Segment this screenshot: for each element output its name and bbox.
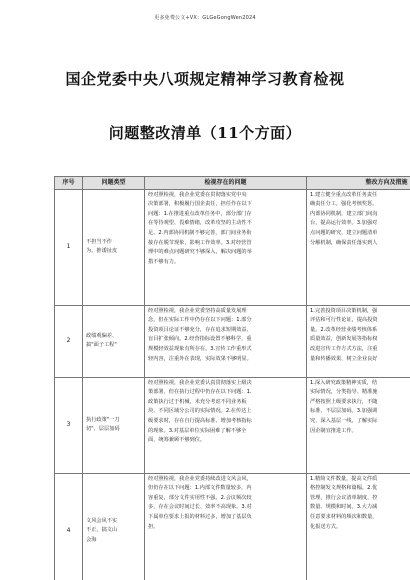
issue-type <box>83 377 145 473</box>
table-row <box>55 305 410 377</box>
issue-type-text: 不担当不作 为、推诿扯皮 <box>86 238 118 255</box>
rectification-text: 1.精简文件数量，提高文件质 格控制发文规格和篇幅。2.优 管理，推行会议清单制度，控 数量、规模和时间。3.大力减 任意要求材料的频次和数量， 化报送方式。 <box>310 475 378 530</box>
table-row <box>55 473 410 580</box>
row-number: 1 <box>55 189 83 305</box>
header-no: 序号 <box>55 177 83 190</box>
row-number: 4 <box>55 473 83 580</box>
row-number: 2 <box>55 305 83 377</box>
issue-description <box>145 189 307 305</box>
issue-type <box>83 473 145 580</box>
rectification-measures <box>307 189 410 305</box>
issue-description-text: 经对照检视，我企业党委在贯彻落实党中央 决策部署，积极履行国企责任，担任作在以下 问题：1.在推进重点改革任务中，部分部门存 在等待观望、畏难情绪，改革攻坚的主动性不 足。2.内部协同机制不够完善，部门间业务衔 接存在脱节现象，影响工作效率。3.对经营管 理中的难点问题研究不够深入，解决问题的举 措不够有力。 <box>148 191 252 265</box>
rectification-text: 1.完善投资项目决策机制，强 评估和可行性论证，提高投资 量。2.改革经营业绩考核体系 质量效益，创新发展等指标权 改进宣传工作方式方法，注重 量和传播效果，树立企业良好 <box>310 307 378 362</box>
issue-table <box>54 176 410 580</box>
header-fix: 整改方向及措施 <box>307 177 410 190</box>
table-header-row <box>55 177 410 190</box>
issue-description-text: 经对照检视，我企业党委认真贯彻落实上级决 策部署，但在执行过程中仍存在以下问题：1. 政策执行过于机械，未充分考虑不同业务板 块、不同区域分公司的实际情况。2.在传达上 级要求时，存在自行提高标准、增加考核指标 的现象。3.对基层单位实际困难了解不够全 面，统筹兼顾不够到位。 <box>148 379 252 444</box>
table-row <box>55 377 410 473</box>
header-note: 更多免费公文+VX：GLGeGongWen2024 <box>154 15 256 21</box>
rectification-text: 1.深入研究政策精神实质，结 实际情况，分类指导、精准施 严格按照上级要求执行，不随 标准、不层层加码。3.加强调 究，深入基层一线，了解实际 因企制宜推进工作。 <box>310 379 378 434</box>
issue-type <box>83 189 145 305</box>
issue-type-text: 文风会风不实 不正，搞文山 会海 <box>86 517 118 543</box>
rectification-text: 1.建立健全重点改革任务责任 确责任分工，强化考核奖惩。 内部协同机制，建立部门间沟 台，提高运行效率。3.加强对 点问题的研究，建立问题清单 分解机制，确保责任落实到人 <box>310 191 378 246</box>
issue-type-text: 执行政策"一刀 切"、层层加码 <box>86 416 120 433</box>
issue-description-text: 经对照检视，我企业党委坚持高质量发展理 念，但在实际工作中仍存在以下问题：1.部分 投资项目论证不够充分，存在追求短期效益、 盲目扩张倾向。2.经营指标设置不够科学，重 规模轻效益现象有所存在。3.宣传工作重形式 轻内容，注重外在表现，实际效果不够明显。 <box>148 307 252 362</box>
header-type: 问题类型 <box>83 177 145 190</box>
issue-type-text: 政绩观偏差、 搞"面子工程" <box>86 332 118 349</box>
issue-description <box>145 473 307 580</box>
issue-description-text: 经对照检视，我企业党委持续改进文风会风， 但仍存在以下问题：1.内部文件数量较多，内 容重复，部分文件实用性不强。2.会议频次较 多，存在会议时间过长、效率不高现象。3.对 下属单位要求上报的材料过多，增加了基层负 担。 <box>148 475 252 530</box>
rectification-measures <box>307 377 410 473</box>
table-row <box>55 189 410 305</box>
issue-table-container <box>54 176 410 580</box>
rectification-measures <box>307 305 410 377</box>
issue-description <box>145 377 307 473</box>
issue-type <box>83 305 145 377</box>
issue-description <box>145 305 307 377</box>
document-title: 国企党委中央八项规定精神学习教育检视 <box>65 70 345 88</box>
header-issue: 检视存在的问题 <box>145 177 307 190</box>
document-subtitle: 问题整改清单（11个方面） <box>108 124 302 142</box>
rectification-measures <box>307 473 410 580</box>
row-number: 3 <box>55 377 83 473</box>
